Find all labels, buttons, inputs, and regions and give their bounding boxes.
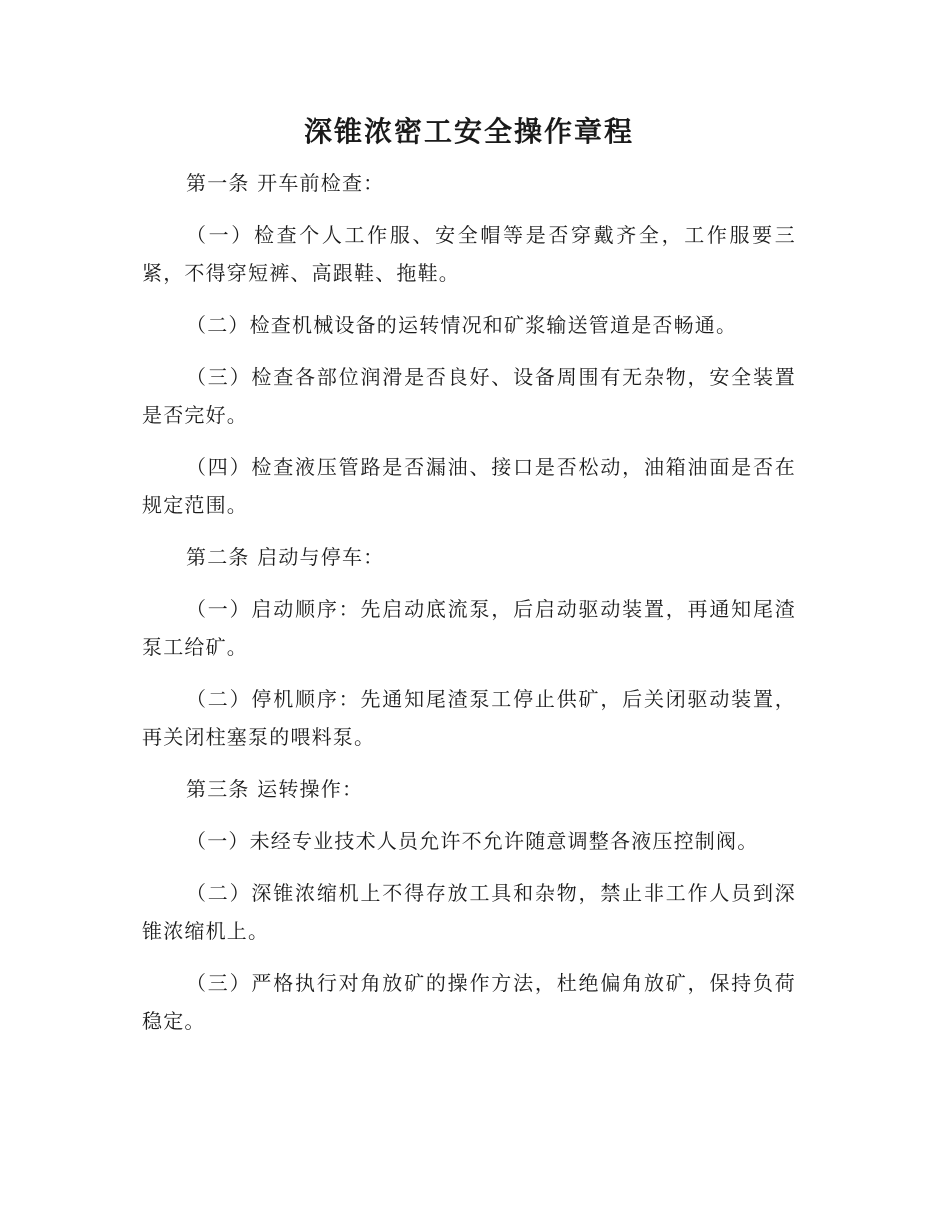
article-1 (142, 164, 796, 524)
document-title: 深锥浓密工安全操作章程 (303, 115, 634, 148)
article-clause: （二）停机顺序：先通知尾渣泵工停止供矿，后关闭驱动装置，再关闭柱塞泵的喂料泵。 (142, 687, 796, 749)
article-clause: （一）检查个人工作服、安全帽等是否穿戴齐全，工作服要三紧，不得穿短裤、高跟鞋、拖鞋。 (142, 223, 796, 285)
article-clause: （一）启动顺序：先启动底流泵，后启动驱动装置，再通知尾渣泵工给矿。 (142, 597, 796, 659)
article-clause: （一）未经专业技术人员允许不允许随意调整各液压控制阀。 (186, 829, 759, 853)
article-3 (142, 770, 796, 1040)
document-page (142, 110, 796, 1054)
article-heading: 第三条 运转操作： (186, 777, 364, 801)
article-heading: 第二条 启动与停车： (186, 545, 385, 569)
article-clause: （三）严格执行对角放矿的操作方法，杜绝偏角放矿，保持负荷稳定。 (142, 971, 796, 1033)
article-clause: （二）检查机械设备的运转情况和矿浆输送管道是否畅通。 (186, 313, 738, 337)
article-clause: （三）检查各部位润滑是否良好、设备周围有无杂物，安全装置是否完好。 (142, 365, 796, 427)
article-heading: 第一条 开车前检查： (186, 171, 385, 195)
article-clause: （四）检查液压管路是否漏油、接口是否松动，油箱油面是否在规定范围。 (142, 455, 796, 517)
article-clause: （二）深锥浓缩机上不得存放工具和杂物，禁止非工作人员到深锥浓缩机上。 (142, 881, 796, 943)
article-2 (142, 538, 796, 756)
